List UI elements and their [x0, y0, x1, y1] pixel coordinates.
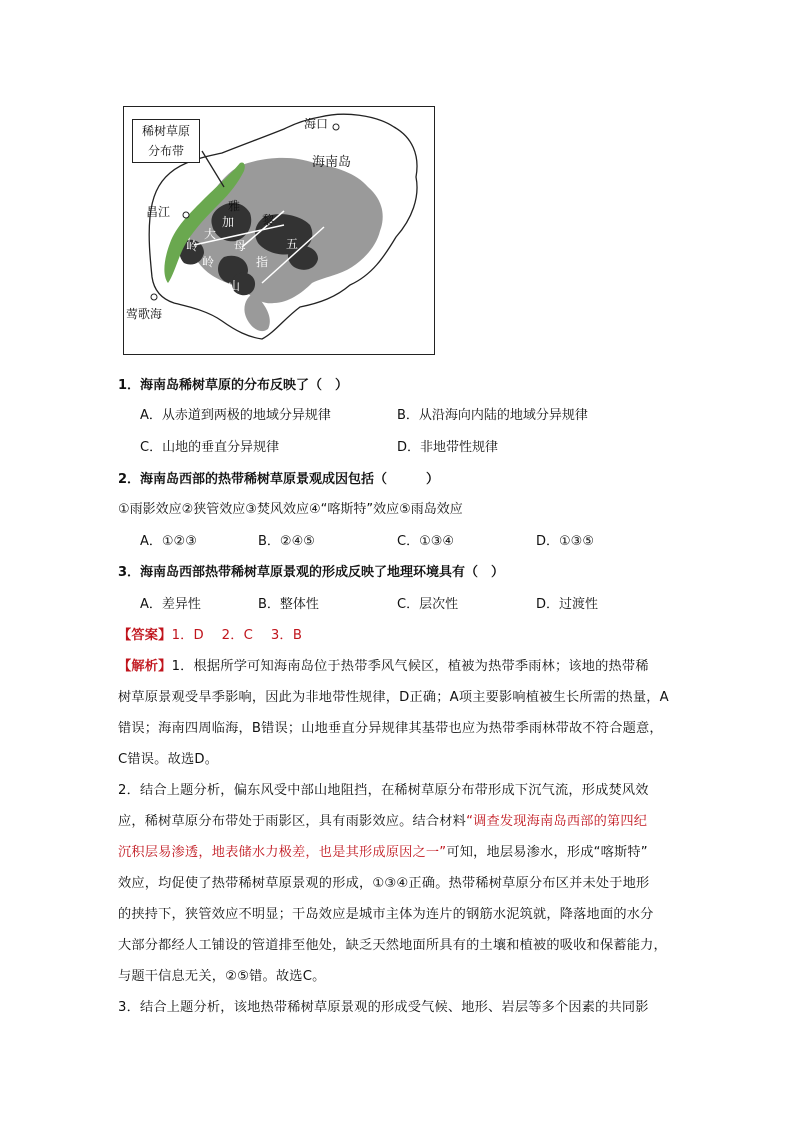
analysis-label: 【解析】: [118, 659, 172, 674]
analysis-line-10: 大部分都经人工铺设的管道排至他处，缺乏天然地面所具有的土壤和植被的吸收和保蓄能力，: [118, 938, 667, 953]
analysis-line-2: 树草原景观受旱季影响，因此为非地带性规律，D正确；A项主要影响植被生长所需的热量，A: [118, 690, 669, 705]
q2-list: ①雨影效应②狭管效应③焚风效应④“喀斯特”效应⑤雨岛效应: [118, 502, 463, 517]
changjiang-dot: [183, 212, 189, 218]
analysis-line-3: 错误；海南四周临海，B错误；山地垂直分异规律其基带也应为热带季雨林带故不符合题意，: [118, 721, 663, 736]
q2-option-a: A．①②③: [140, 534, 197, 549]
mountain-label-ling2: 岭: [202, 255, 215, 269]
analysis-quote-1: “调查发现海南岛西部的第四纪: [466, 814, 648, 829]
analysis-line-5: 2．结合上题分析，偏东风受中部山地阻挡，在稀树草原分布带形成下沉气流，形成焚风效: [118, 783, 649, 798]
q1-option-a: A．从赤道到两极的地域分异规律: [140, 408, 331, 423]
analysis-line-12: 3．结合上题分析，该地热带稀树草原景观的形成受气候、地形、岩层等多个因素的共同影: [118, 1000, 649, 1015]
analysis-line-8: 效应，均促使了热带稀树草原景观的形成，①③④正确。热带稀树草原分布区并未处于地形: [118, 876, 650, 891]
city-label-yinggehai: 莺歌海: [126, 307, 163, 321]
question-2: 2．海南岛西部的热带稀树草原景观成因包括（ ）: [118, 472, 440, 487]
answer-label: 【答案】: [118, 628, 172, 643]
analysis-line-9: 的挟持下，狭管效应不明显；干岛效应是城市主体为连片的钢筋水泥筑就，降落地面的水分: [118, 907, 654, 922]
mountain-label-ling1: 岭: [186, 239, 199, 253]
q3-option-d: D．过渡性: [536, 597, 599, 612]
analysis-text-6: 应，稀树草原分布带处于雨影区，具有雨影效应。结合材料: [118, 814, 467, 829]
legend-label-line1: 稀树草原: [141, 124, 190, 138]
q2-option-d: D．①③⑤: [536, 534, 594, 549]
analysis-line-7: [118, 841, 648, 860]
question-1: 1．海南岛稀树草原的分布反映了（ ）: [118, 378, 349, 393]
answer-line: [118, 624, 302, 643]
q2-option-c: C．①③④: [397, 534, 455, 549]
mountain-label-wu: 五: [286, 237, 299, 251]
q3-option-c: C．层次性: [397, 597, 459, 612]
mountain-label-shan: 山: [228, 279, 241, 293]
map-figure: [123, 106, 435, 355]
q3-option-a: A．差异性: [140, 597, 201, 612]
q1-option-d: D．非地带性规律: [397, 440, 499, 455]
answer-text: 1．D 2．C 3．B: [171, 628, 303, 643]
legend-label-line2: 分布带: [147, 144, 184, 158]
mountain-label-li: 黎: [262, 213, 275, 227]
mountain-label-zhi: 指: [256, 255, 269, 269]
question-3: 3．海南岛西部热带稀树草原景观的形成反映了地理环境具有（ ）: [118, 565, 505, 580]
analysis-line-6: [118, 810, 647, 829]
analysis-line-4: C错误。故选D。: [118, 752, 219, 767]
q2-option-b: B．②④⑤: [258, 534, 315, 549]
analysis-text-1: 1．根据所学可知海南岛位于热带季风气候区，植被为热带季雨林；该地的热带稀: [171, 659, 649, 674]
q1-option-c: C．山地的垂直分异规律: [140, 440, 280, 455]
q1-option-b: B．从沿海向内陆的地域分异规律: [397, 408, 588, 423]
island-label: 海南岛: [312, 155, 352, 170]
city-label-changjiang: 昌江: [146, 205, 171, 219]
analysis-line-11: 与题干信息无关，②⑤错。故选C。: [118, 969, 326, 984]
analysis-quote-2: 沉积层易渗透，地表储水力极差，也是其形成原因之一”: [118, 845, 447, 860]
analysis-text-7: 可知，地层易渗水，形成“喀斯特”: [446, 845, 648, 860]
q3-option-b: B．整体性: [258, 597, 319, 612]
analysis-line-1: [118, 655, 649, 674]
mountain-label-ya: 雅: [228, 199, 241, 213]
mountain-label-jia: 加: [222, 215, 235, 229]
haikou-dot: [333, 124, 339, 130]
mountain-label-mu: 母: [234, 239, 247, 253]
mountain-label-da: 大: [204, 227, 217, 241]
city-label-haikou: 海口: [304, 117, 329, 131]
yinggehai-dot: [151, 294, 157, 300]
legend-box: [132, 119, 200, 163]
